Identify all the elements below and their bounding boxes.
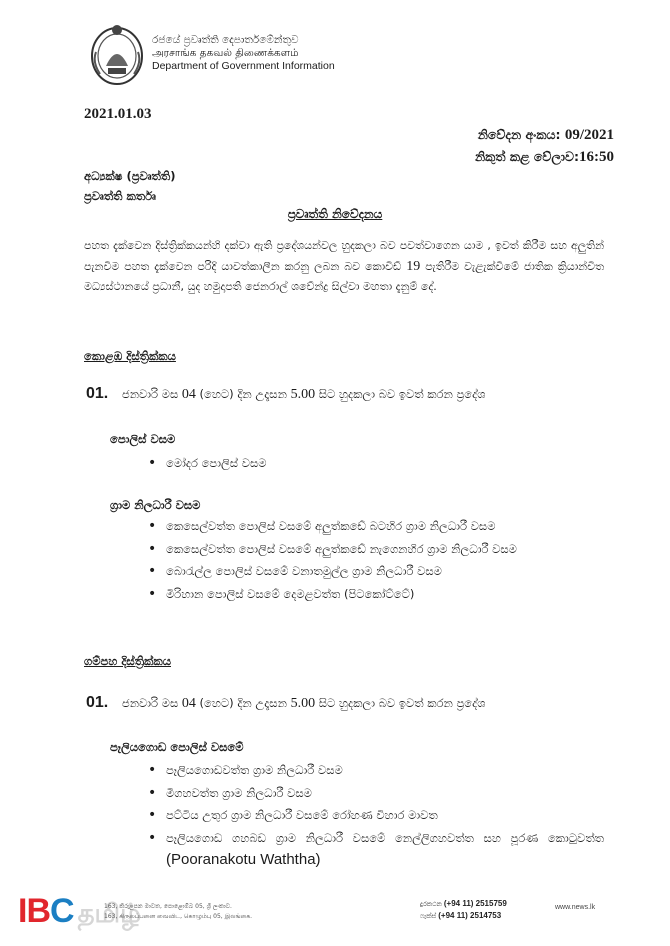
intro-number: 19 <box>406 258 421 274</box>
heading-text: ප්‍රවෘත්ති නිවේදනය <box>287 207 383 221</box>
colombo-item-heading <box>86 385 485 403</box>
release-number-line <box>475 124 614 146</box>
peliyagoda-police-label: පෑලියගොඩ පොලිස් වසමේ <box>110 740 244 754</box>
item-hour: 5.00 <box>290 696 316 711</box>
fax-label: ෆැක්ස් <box>420 912 437 920</box>
release-time-line <box>475 146 614 168</box>
item-hour: 5.00 <box>290 387 316 402</box>
list-item: • කෙසෙල්වත්ත පොලිස් වසමේ අලුත්කඩේ නැගෙනහිර ග්‍රාම නිලධාරී වසම <box>148 538 604 561</box>
department-name-tamil: அரசாங்க தகவல் திணைக்களம் <box>152 47 299 59</box>
item-text: (හෙට) දින උදෑසන <box>199 387 287 401</box>
logo-text: தமிழ் <box>77 898 142 928</box>
intro-text-1: පහත දැක්වෙන දිස්ත්‍රික්කයන්හි දක්වා ඇති ප්‍රදේශයන්වල හුදකලා බව පවත්වාගෙන යාම , ඉවත් කිරීම සහ අලුතින් පැනවීම පහත දැක්වෙන පරිදි යාවත්කාලීන කරනු ලබන බව කොවිඩ් <box>84 239 604 273</box>
footer <box>0 884 670 946</box>
list-item: • කෙසෙල්වත්ත පොලිස් වසමේ අලුත්කඩේ බටහිර ග්‍රාම නිලධාරී වසම <box>148 515 604 538</box>
item-text: ජනවාරි මස <box>121 387 179 401</box>
phone-line <box>420 898 507 910</box>
department-name-sinhala: රජයේ ප්‍රවෘත්ති දෙපාර්තමේන්තුව <box>152 34 299 46</box>
footer-website: www.news.lk <box>555 904 596 911</box>
list-item: • පෑලියගොඩවත්ත ග්‍රාම නිලධාරී වසම <box>148 759 604 782</box>
item-text: (හෙට) දින උදෑසන <box>199 696 287 710</box>
footer-address <box>104 902 252 922</box>
list-item: • මෝදර පොලිස් වසම <box>148 452 604 475</box>
peliyagoda-list <box>148 759 604 872</box>
department-name <box>152 34 335 73</box>
release-time-label: නිකුත් කළ වේලාව: <box>475 149 579 164</box>
release-number: 09/2021 <box>564 127 614 143</box>
sri-lanka-emblem-icon <box>88 22 146 88</box>
item-text: සිට හුදකලා බව ඉවත් කරන ප්‍රදේශ <box>318 387 486 401</box>
gn-division-label: ග්‍රාම නිලධාරී වසම <box>110 498 201 512</box>
fax-line <box>420 910 507 922</box>
gn-division-list <box>148 515 604 605</box>
recipients <box>84 166 175 206</box>
district-heading-colombo: කොළඹ දිස්ත්‍රික්කය <box>84 349 176 363</box>
district-heading-gampaha: ගම්පහ දිස්ත්‍රික්කය <box>84 654 171 668</box>
logo-text: C <box>50 892 74 930</box>
recipient-editor: ප්‍රවෘත්ති කර්තෘ <box>84 189 156 203</box>
gampaha-item-heading <box>86 694 485 712</box>
list-item: • මිරිහාන පොලිස් වසමේ දෙමළවත්ත (පිටකෝට්ටේ) <box>148 583 604 606</box>
intro-paragraph <box>84 236 604 298</box>
document-heading <box>0 207 670 222</box>
release-time: 16:50 <box>579 149 614 165</box>
recipient-director: අධ්‍යක්ෂ (ප්‍රවෘත්ති) <box>84 169 176 183</box>
release-date: 2021.01.03 <box>84 106 152 122</box>
list-item-text: පෑලියගොඩ ගහබඩ ග්‍රාම නිලධාරී වසමේ නෙල්ලිගහවත්ත සහ පූරණ කොටුවත්ත <box>166 830 604 845</box>
phone-label: දුරකථන <box>420 900 442 908</box>
list-item-english: (Pooranakotu Waththa) <box>166 851 321 868</box>
address-line: 163, கிருலப்பனை வைவிட, கொழும்பு 05, இலங்கை. <box>104 913 253 920</box>
item-text: ජනවාරි මස <box>121 696 179 710</box>
list-item: • මීගහවත්ත ග්‍රාම නිලධාරී වසම <box>148 782 604 805</box>
item-number: 01. <box>86 694 109 711</box>
item-day: 04 <box>181 387 196 402</box>
intro-text-2: පැතිරීම වැළැක්වීමේ ජාතික ක්‍රියාන්විත මධ්‍යස්ථානයේ ප්‍රධානී, යුද හමුදාපති ජෙනරාල් ශවේන්ද්‍ර සිල්වා මහතා දැනුම් දේ. <box>84 259 605 293</box>
item-day: 04 <box>181 696 196 711</box>
reference-block <box>475 124 614 168</box>
phone-number: (+94 11) 2515759 <box>443 899 507 908</box>
release-number-label: නිවේදන අංකය: <box>477 127 561 142</box>
address-line: 163, කිරුළපන මාවත, පොළොම්බ 05, ශ්‍රී ලංකාව. <box>104 903 232 910</box>
police-area-label: පොලිස් වසම <box>110 432 176 446</box>
list-item: • පට්ටිය උතුර ග්‍රාම නිලධාරී වසමේ රෝහණ විහාර මාවත <box>148 804 604 827</box>
item-text: සිට හුදකලා බව ඉවත් කරන ප්‍රදේශ <box>318 696 486 710</box>
footer-phones <box>420 898 507 922</box>
fax-number: (+94 11) 2514753 <box>438 911 502 920</box>
list-item: • බොරැල්ල පොලිස් වසමේ වනාතමුල්ල ග්‍රාම නිලධාරී වසම <box>148 560 604 583</box>
logo-text: IB <box>18 892 50 930</box>
department-name-english: Department of Government Information <box>152 60 335 72</box>
list-item <box>148 827 604 872</box>
item-number: 01. <box>86 385 109 402</box>
police-area-list <box>148 452 604 475</box>
